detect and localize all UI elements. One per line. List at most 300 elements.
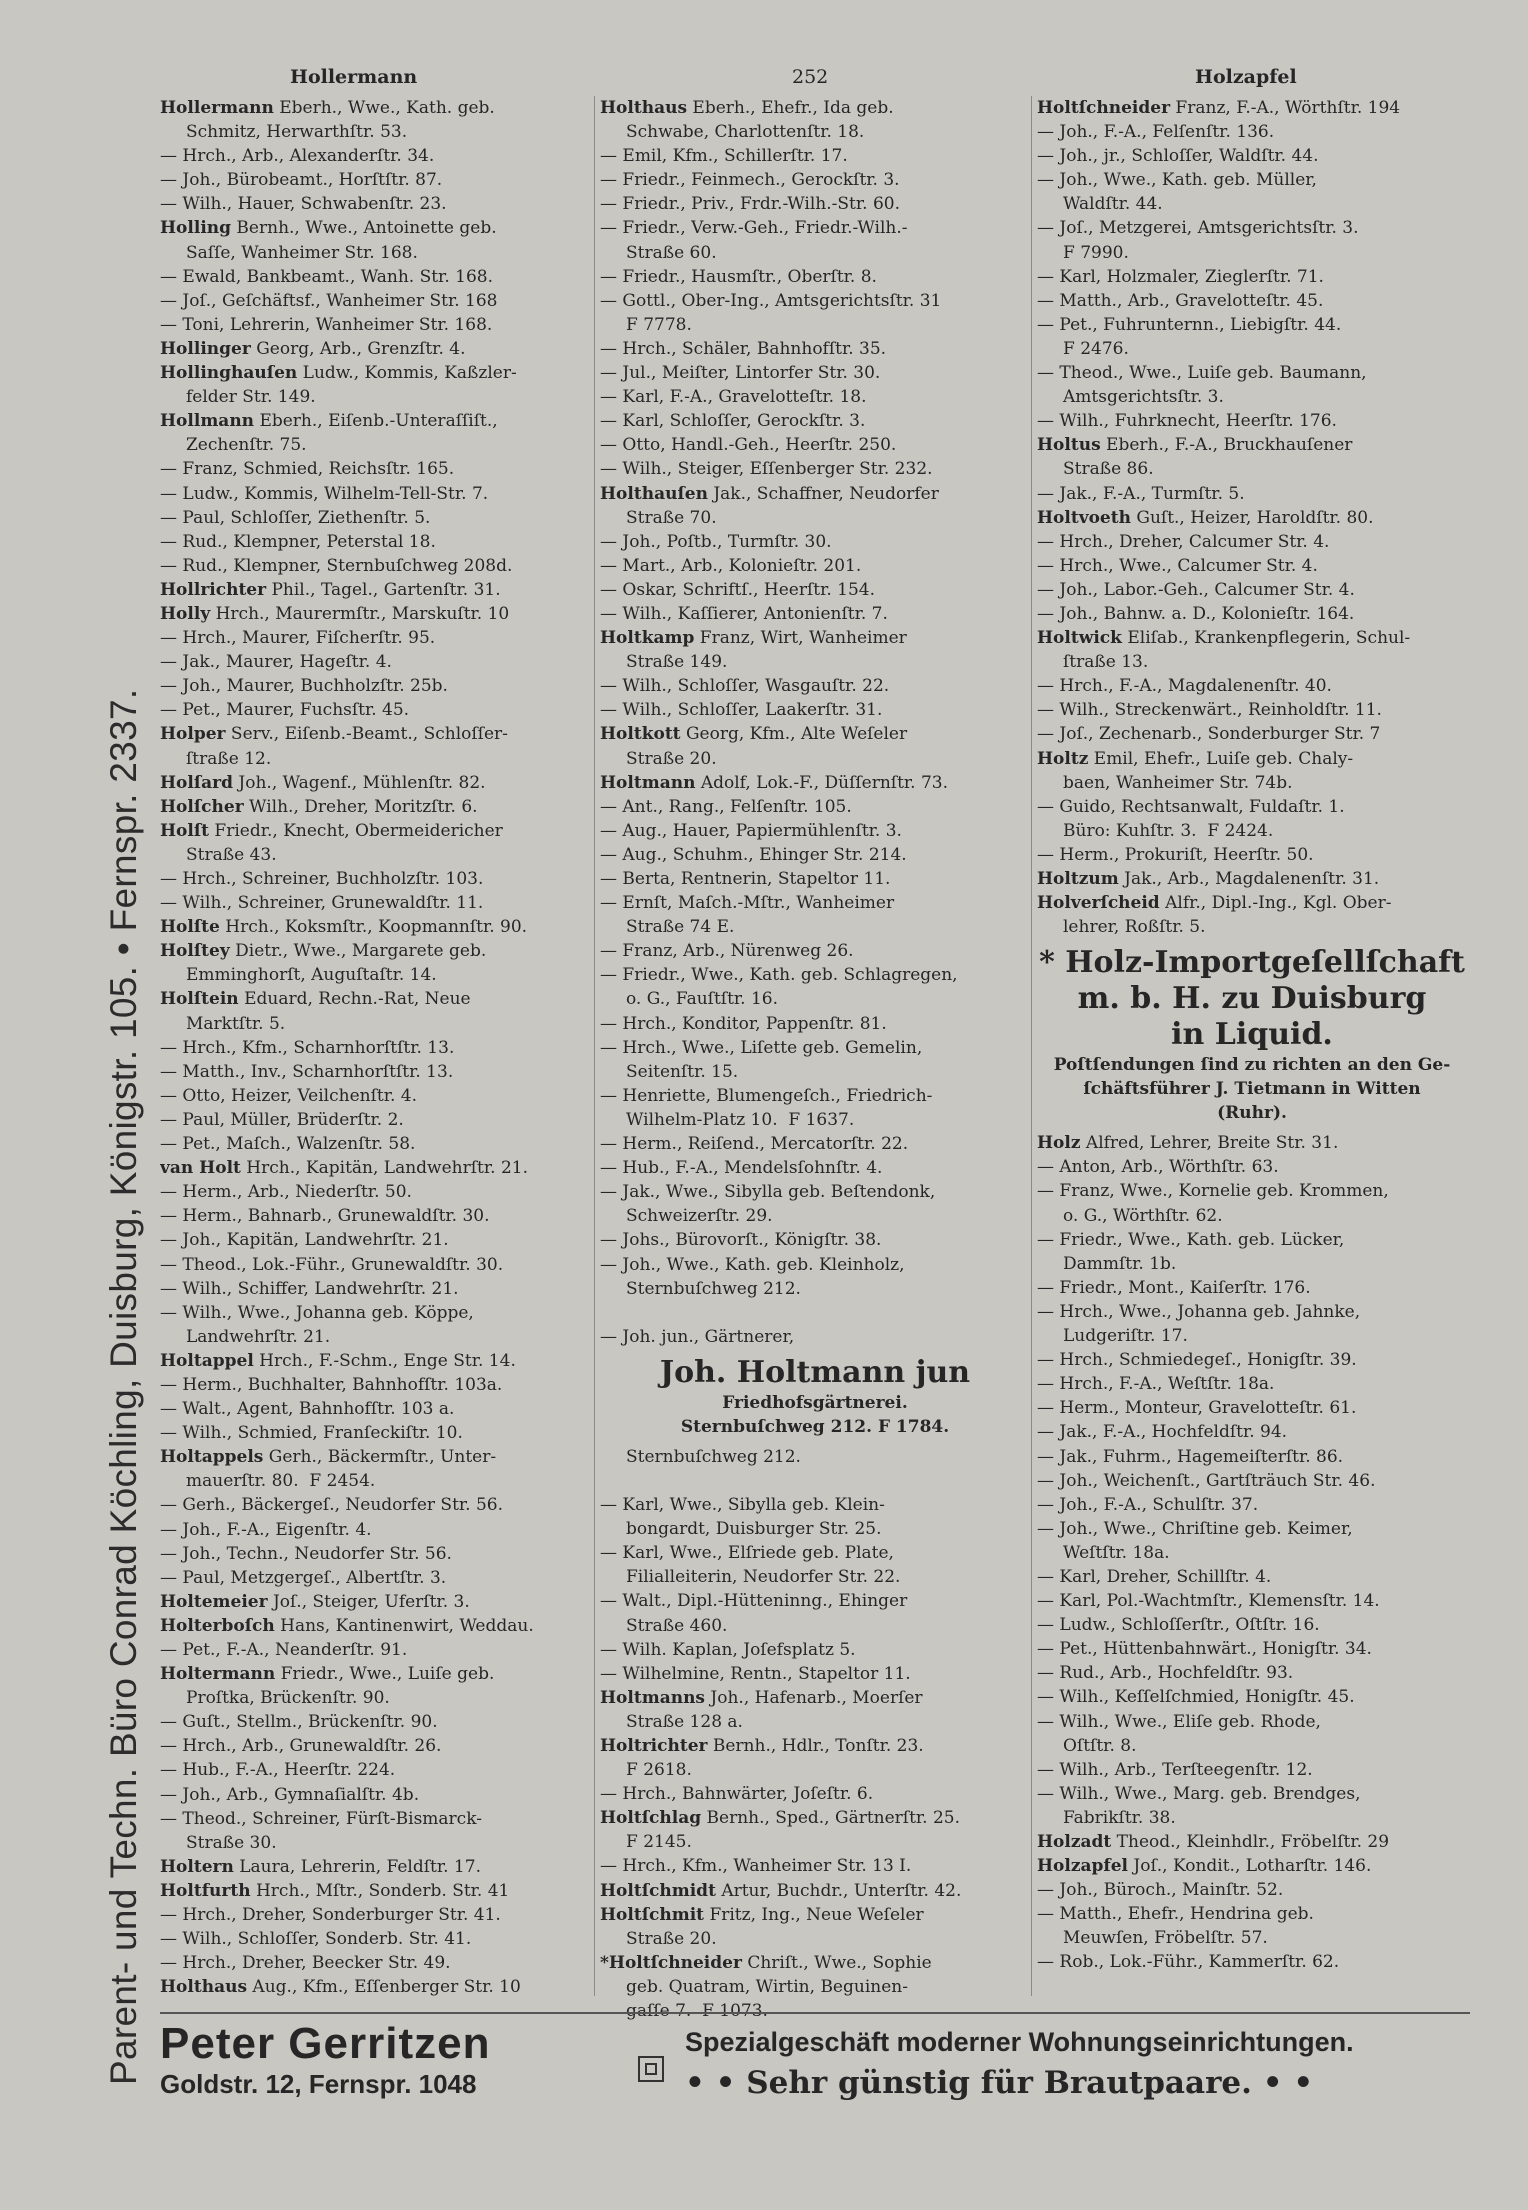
directory-line xyxy=(1037,1493,1467,1517)
directory-line xyxy=(600,1060,1030,1084)
entry-text: o. G., Wörthſtr. 62. xyxy=(1063,1205,1223,1226)
directory-line xyxy=(1037,1469,1467,1493)
directory-line xyxy=(160,650,590,674)
directory-line xyxy=(160,1036,590,1060)
directory-line xyxy=(1037,1300,1467,1324)
entry-text: — Hub., F.-A., Mendelsſohnſtr. 4. xyxy=(600,1158,883,1179)
entry-text: — Joſ., Metzgerei, Amtsgerichtsſtr. 3. xyxy=(1037,218,1359,239)
ad-line-3: in Liquid. xyxy=(1171,1017,1333,1053)
entry-text: — Karl, Dreher, Schillſtr. 4. xyxy=(1037,1566,1272,1587)
directory-line xyxy=(160,843,590,867)
directory-line xyxy=(600,1445,1030,1469)
directory-line xyxy=(160,1397,590,1421)
directory-line xyxy=(160,1204,590,1228)
entry-text: Laura, Lehrerin, Feldſtr. 17. xyxy=(233,1856,481,1877)
directory-line xyxy=(160,1084,590,1108)
entry-text: — Jak., F.-A., Hochfeldſtr. 94. xyxy=(1037,1422,1288,1443)
directory-line xyxy=(600,1830,1030,1854)
directory-line xyxy=(600,987,1030,1011)
directory-line xyxy=(160,1469,590,1493)
directory-line xyxy=(1037,722,1467,746)
entry-text: — Jak., Wwe., Sibylla geb. Beſtendonk, xyxy=(600,1182,936,1203)
entry-text: Straße 149. xyxy=(626,652,728,673)
directory-line xyxy=(160,1012,590,1036)
entry-surname: Holz xyxy=(1037,1133,1081,1154)
entry-surname: Holtermann xyxy=(160,1664,276,1685)
directory-line xyxy=(600,1903,1030,1927)
entry-text: Joh., Wagenf., Mühlenſtr. 82. xyxy=(233,772,486,793)
directory-line xyxy=(600,554,1030,578)
entry-text: Wilhelm-Platz 10. F 1637. xyxy=(626,1109,855,1130)
entry-text: — Hrch., Arb., Alexanderſtr. 34. xyxy=(160,146,435,167)
entry-surname: Holſard xyxy=(160,772,234,793)
directory-line xyxy=(1037,1541,1467,1565)
entry-text: — Hrch., Wwe., Calcumer Str. 4. xyxy=(1037,555,1318,576)
entry-text: — Gottl., Ober-Ing., Amtsgerichtsſtr. 31 xyxy=(600,290,942,311)
entry-text: — Joh., Techn., Neudorfer Str. 56. xyxy=(160,1543,452,1564)
directory-line xyxy=(1037,1878,1467,1902)
directory-line xyxy=(600,433,1030,457)
entry-text: Schmitz, Herwarthſtr. 53. xyxy=(186,122,408,143)
directory-line xyxy=(160,96,590,120)
directory-line xyxy=(600,1662,1030,1686)
directory-line xyxy=(1037,289,1467,313)
entry-text: — Karl, Wwe., Elſriede geb. Plate, xyxy=(600,1543,894,1564)
directory-line xyxy=(600,216,1030,240)
directory-line xyxy=(1037,1565,1467,1589)
directory-line xyxy=(160,698,590,722)
directory-line xyxy=(600,313,1030,337)
entry-text: — Joh., Poſtb., Turmſtr. 30. xyxy=(600,531,832,552)
entry-text: Fabrikſtr. 38. xyxy=(1063,1807,1176,1828)
entry-text: Zechenſtr. 75. xyxy=(186,435,307,456)
directory-line xyxy=(1037,1661,1467,1685)
directory-line xyxy=(1037,1445,1467,1469)
directory-line xyxy=(160,1325,590,1349)
directory-line xyxy=(600,843,1030,867)
entry-text: Eliſab., Krankenpflegerin, Schul- xyxy=(1121,628,1411,649)
directory-line xyxy=(600,1108,1030,1132)
entry-text: — Rud., Klempner, Peterstal 18. xyxy=(160,531,436,552)
entry-text: Sternbuſchweg 212. xyxy=(626,1446,801,1467)
entry-surname: Holtſchmidt xyxy=(600,1880,716,1901)
directory-line xyxy=(600,1132,1030,1156)
directory-line xyxy=(1037,1372,1467,1396)
directory-line xyxy=(1037,819,1467,843)
footer-advertisement xyxy=(160,2012,1470,2109)
column-2 xyxy=(600,96,1030,2023)
entry-text: F 2476. xyxy=(1063,338,1129,359)
entry-text: — Karl, Holzmaler, Zieglerſtr. 71. xyxy=(1037,266,1324,287)
entry-surname: Holtſchneider xyxy=(1037,98,1171,118)
directory-line xyxy=(600,96,1030,120)
entry-text: — Hrch., Dreher, Sonderburger Str. 41. xyxy=(160,1905,501,1926)
ad-line-2: m. b. H. zu Duisburg xyxy=(1077,981,1427,1017)
directory-line xyxy=(600,747,1030,771)
entry-text: Emminghorſt, Auguſtaſtr. 14. xyxy=(186,965,437,986)
directory-line xyxy=(600,409,1030,433)
holtmann-advertisement xyxy=(600,1355,1030,1439)
entry-text: Franz, F.-A., Wörthſtr. 194 xyxy=(1170,98,1401,118)
footer-tagline: Spezialgeschäft moderner Wohnungseinrichtungen. xyxy=(685,2027,1354,2057)
directory-line xyxy=(1037,361,1467,385)
entry-text: — Joh., Arb., Gymnaſialſtr. 4b. xyxy=(160,1784,420,1805)
directory-line xyxy=(600,1301,1030,1325)
directory-line xyxy=(600,361,1030,385)
directory-line xyxy=(160,337,590,361)
entry-text: — Guido, Rechtsanwalt, Fuldaſtr. 1. xyxy=(1037,796,1345,817)
entry-text: — Aug., Hauer, Papiermühlenſtr. 3. xyxy=(600,820,902,841)
entry-text: Chriſt., Wwe., Sophie xyxy=(741,1952,932,1973)
ad-note-3: (Ruhr). xyxy=(1217,1103,1287,1124)
directory-line xyxy=(600,241,1030,265)
entry-text: — Pet., F.-A., Neanderſtr. 91. xyxy=(160,1640,408,1660)
directory-line xyxy=(1037,1155,1467,1179)
directory-line xyxy=(160,1638,590,1662)
entry-surname: Hollinger xyxy=(160,338,251,359)
entry-text: — Joh., jr., Schloſſer, Waldſtr. 44. xyxy=(1037,146,1319,167)
entry-text: — Hrch., F.-A., Weſtſtr. 18a. xyxy=(1037,1374,1275,1395)
entry-text: Alfred, Lehrer, Breite Str. 31. xyxy=(1080,1133,1339,1154)
directory-line xyxy=(160,1807,590,1831)
directory-line xyxy=(600,1686,1030,1710)
entry-text: Eberh., Ehefr., Ida geb. xyxy=(687,98,894,118)
entry-surname: Holper xyxy=(160,724,226,745)
footer-slogan: • • Sehr günstig für Brautpaare. • • xyxy=(685,2065,1314,2101)
entry-text: — Wilh., Fuhrknecht, Heerſtr. 176. xyxy=(1037,411,1337,432)
entry-text: Proſtka, Brückenſtr. 90. xyxy=(186,1688,390,1709)
entry-text: Friedr., Knecht, Obermeidericher xyxy=(209,820,503,841)
entry-text: ſtraße 12. xyxy=(186,748,272,769)
entry-text: — Guſt., Stellm., Brückenſtr. 90. xyxy=(160,1712,438,1733)
entry-text: Saſſe, Wanheimer Str. 168. xyxy=(186,242,418,263)
entry-text: — Hrch., Kfm., Scharnhorſtſtr. 13. xyxy=(160,1037,455,1058)
directory-line xyxy=(1037,1179,1467,1203)
directory-line xyxy=(600,1734,1030,1758)
entry-text: — Mart., Arb., Kolonieſtr. 201. xyxy=(600,555,862,576)
directory-line xyxy=(600,192,1030,216)
directory-line xyxy=(160,1108,590,1132)
directory-line xyxy=(160,1421,590,1445)
directory-line xyxy=(600,1806,1030,1830)
directory-line xyxy=(1037,1348,1467,1372)
entry-text: Hrch., Kapitän, Landwehrſtr. 21. xyxy=(240,1158,528,1179)
directory-line xyxy=(160,168,590,192)
directory-line xyxy=(160,1566,590,1590)
entry-text: — Paul, Müller, Brüderſtr. 2. xyxy=(160,1109,404,1130)
directory-line xyxy=(1037,1276,1467,1300)
directory-line xyxy=(160,1975,590,1999)
entry-text: — Joh., F.-A., Eigenſtr. 4. xyxy=(160,1519,372,1540)
directory-line xyxy=(160,1614,590,1638)
directory-line xyxy=(600,674,1030,698)
directory-line xyxy=(160,1373,590,1397)
directory-line xyxy=(160,554,590,578)
entry-text: gaſſe 7. F 1073. xyxy=(626,2001,768,2022)
entry-text: Joſ., Kondit., Lotharſtr. 146. xyxy=(1128,1856,1372,1877)
column-3-entries-bottom xyxy=(1037,1131,1467,1974)
entry-text: — Wilh., Wwe., Johanna geb. Köppe, xyxy=(160,1302,474,1323)
entry-text: — Wilh., Wwe., Eliſe geb. Rhode, xyxy=(1037,1711,1321,1732)
entry-surname: Holtkott xyxy=(600,724,681,745)
directory-line xyxy=(600,1854,1030,1878)
entry-text: — Herm., Monteur, Gravelotteſtr. 61. xyxy=(1037,1398,1357,1419)
entry-text: — Joh., Labor.-Geh., Calcumer Str. 4. xyxy=(1037,579,1355,600)
directory-line xyxy=(1037,1228,1467,1252)
entry-text: Dietr., Wwe., Margarete geb. xyxy=(229,941,487,962)
directory-line xyxy=(600,795,1030,819)
entry-text: — Ant., Rang., Felſenſtr. 105. xyxy=(600,796,852,817)
entry-text: — Franz, Wwe., Kornelie geb. Krommen, xyxy=(1037,1181,1389,1202)
directory-line xyxy=(1037,650,1467,674)
entry-text: Schwabe, Charlottenſtr. 18. xyxy=(626,122,865,143)
entry-surname: Holſtein xyxy=(160,989,239,1010)
directory-line xyxy=(600,1638,1030,1662)
entry-text: — Jul., Meiſter, Lintorfer Str. 30. xyxy=(600,363,881,384)
entry-surname: Holthaus xyxy=(600,98,688,118)
entry-surname: Hollinghauſen xyxy=(160,363,298,384)
entry-text: — Ludw., Kommis, Wilhelm-Tell-Str. 7. xyxy=(160,483,489,504)
directory-line xyxy=(600,144,1030,168)
column-2-entries-top xyxy=(600,96,1030,1349)
entry-text: — Joh. jun., Gärtnerer, xyxy=(600,1326,795,1347)
directory-line xyxy=(600,578,1030,602)
ad-address: Sternbuſchweg 212. F 1784. xyxy=(680,1416,950,1437)
directory-line xyxy=(1037,867,1467,891)
directory-line xyxy=(600,120,1030,144)
entry-text: — Karl, Wwe., Sibylla geb. Klein- xyxy=(600,1495,885,1516)
entry-text: — Johs., Bürovorſt., Königſtr. 38. xyxy=(600,1230,882,1251)
directory-line xyxy=(160,433,590,457)
directory-line xyxy=(160,987,590,1011)
entry-text: Weſtſtr. 18a. xyxy=(1063,1542,1170,1563)
directory-line xyxy=(600,1565,1030,1589)
entry-text: — Theod., Wwe., Luiſe geb. Baumann, xyxy=(1037,363,1367,384)
directory-line xyxy=(600,1084,1030,1108)
directory-line xyxy=(160,1493,590,1517)
directory-line xyxy=(600,867,1030,891)
entry-text: — Joh., Kapitän, Landwehrſtr. 21. xyxy=(160,1230,449,1251)
entry-surname: Holtus xyxy=(1037,435,1101,456)
holz-import-advertisement xyxy=(1037,945,1467,1125)
entry-text: Alfr., Dipl.-Ing., Kgl. Ober- xyxy=(1159,893,1392,914)
entry-surname: Holthaus xyxy=(160,1977,248,1998)
directory-line xyxy=(600,1277,1030,1301)
entry-text: Theod., Kleinhdlr., Fröbelſtr. 29 xyxy=(1111,1832,1390,1852)
entry-text: — Franz, Schmied, Reichsſtr. 165. xyxy=(160,459,455,480)
entry-text: — Hrch., Arb., Grunewaldſtr. 26. xyxy=(160,1736,442,1757)
directory-line xyxy=(600,1493,1030,1517)
ad-title: Joh. Holtmann jun xyxy=(659,1354,971,1390)
entry-text: — Theod., Lok.-Führ., Grunewaldſtr. 30. xyxy=(160,1254,504,1275)
entry-text: Artur, Buchdr., Unterſtr. 42. xyxy=(715,1880,962,1901)
entry-text: F 2618. xyxy=(626,1760,692,1781)
entry-text: — Wilh., Keſſelſchmied, Honigſtr. 45. xyxy=(1037,1687,1355,1708)
directory-line xyxy=(160,867,590,891)
entry-text: — Hrch., Bahnwärter, Joſeſtr. 6. xyxy=(600,1784,874,1805)
entry-text: Gerh., Bäckermſtr., Unter- xyxy=(263,1447,497,1468)
directory-line xyxy=(600,819,1030,843)
directory-line xyxy=(1037,1517,1467,1541)
entry-text: Aug., Kfm., Eſſenberger Str. 10 xyxy=(247,1977,521,1998)
entry-text: Hrch., Mſtr., Sonderb. Str. 41 xyxy=(250,1880,510,1901)
entry-text: Seitenſtr. 15. xyxy=(626,1061,739,1082)
directory-line xyxy=(1037,482,1467,506)
entry-text: — Pet., Hüttenbahnwärt., Honigſtr. 34. xyxy=(1037,1639,1372,1660)
entry-text: Georg, Kfm., Alte Weſeler xyxy=(680,724,908,745)
directory-line xyxy=(160,1277,590,1301)
entry-text: — Joh., F.-A., Felſenſtr. 136. xyxy=(1037,122,1275,143)
column-divider xyxy=(1031,96,1032,1996)
entry-text: — Aug., Schuhm., Ehinger Str. 214. xyxy=(600,844,907,865)
entry-text: — Franz, Arb., Nürenweg 26. xyxy=(600,941,854,962)
entry-text: Straße 43. xyxy=(186,844,277,865)
entry-text: Jak., Arb., Magdalenenſtr. 31. xyxy=(1118,869,1380,889)
directory-line xyxy=(1037,1710,1467,1734)
entry-text: Filialleiterin, Neudorfer Str. 22. xyxy=(626,1567,901,1588)
directory-line xyxy=(600,698,1030,722)
square-ornament-icon xyxy=(638,2056,664,2082)
entry-surname: Holtſchlag xyxy=(600,1808,702,1829)
entry-text: — Wilh., Hauer, Schwabenſtr. 23. xyxy=(160,194,447,215)
directory-line xyxy=(1037,1854,1467,1878)
directory-line xyxy=(600,650,1030,674)
entry-text: — Hrch., Kfm., Wanheimer Str. 13 I. xyxy=(600,1856,912,1877)
entry-text: Emil, Ehefr., Luiſe geb. Chaly- xyxy=(1088,748,1354,769)
entry-surname: Hollrichter xyxy=(160,579,267,600)
directory-line xyxy=(160,120,590,144)
directory-line xyxy=(160,241,590,265)
entry-text: — Friedr., Feinmech., Gerockſtr. 3. xyxy=(600,170,900,191)
entry-text: — Walt., Agent, Bahnhofſtr. 103 a. xyxy=(160,1399,455,1420)
directory-line xyxy=(1037,1806,1467,1830)
directory-line xyxy=(160,1156,590,1180)
directory-line xyxy=(600,602,1030,626)
entry-surname: Holtſchmit xyxy=(600,1904,705,1925)
entry-text: — Joh., Wwe., Kath. geb. Kleinholz, xyxy=(600,1254,905,1275)
directory-line xyxy=(160,361,590,385)
entry-text: — Herm., Reiſend., Mercatorſtr. 22. xyxy=(600,1134,909,1155)
directory-line xyxy=(600,771,1030,795)
entry-text: — Wilh., Streckenwärt., Reinholdſtr. 11. xyxy=(1037,700,1382,721)
entry-surname: Holtzum xyxy=(1037,869,1119,889)
entry-text: — Wilhelmine, Rentn., Stapeltor 11. xyxy=(600,1663,911,1684)
entry-text: Straße 60. xyxy=(626,242,717,263)
directory-line xyxy=(160,1445,590,1469)
directory-line xyxy=(160,409,590,433)
directory-line xyxy=(160,1734,590,1758)
entry-text: Marktſtr. 5. xyxy=(186,1013,286,1034)
entry-text: — Hrch., Konditor, Pappenſtr. 81. xyxy=(600,1013,887,1034)
entry-surname: Holzadt xyxy=(1037,1832,1112,1852)
entry-surname: Holtappel xyxy=(160,1350,254,1371)
entry-text: — Joh., Wwe., Chriſtine geb. Keimer, xyxy=(1037,1518,1353,1539)
directory-line xyxy=(1037,578,1467,602)
directory-line xyxy=(1037,168,1467,192)
entry-text: — Joſ., Geſchäftsf., Wanheimer Str. 168 xyxy=(160,290,498,311)
entry-text: — Joh., Wwe., Kath. geb. Müller, xyxy=(1037,170,1317,191)
directory-line xyxy=(160,144,590,168)
entry-text: — Herm., Buchhalter, Bahnhofſtr. 103a. xyxy=(160,1374,503,1395)
entry-text: — Emil, Kfm., Schillerſtr. 17. xyxy=(600,146,848,167)
entry-surname: Holtkamp xyxy=(600,628,695,649)
entry-text: — Jak., Maurer, Hageſtr. 4. xyxy=(160,652,392,673)
directory-line xyxy=(160,1228,590,1252)
directory-line xyxy=(1037,144,1467,168)
entry-text: — Wilh., Schloſſer, Laakerſtr. 31. xyxy=(600,700,883,721)
entry-surname: Hollmann xyxy=(160,411,255,432)
entry-surname: Holly xyxy=(160,603,211,624)
directory-line xyxy=(600,1228,1030,1252)
directory-line xyxy=(1037,1589,1467,1613)
directory-line xyxy=(160,1301,590,1325)
directory-line xyxy=(1037,1830,1467,1854)
entry-surname: Hollermann xyxy=(160,98,274,118)
directory-line xyxy=(1037,433,1467,457)
directory-line xyxy=(160,1253,590,1277)
directory-line xyxy=(1037,843,1467,867)
directory-line xyxy=(1037,1396,1467,1420)
entry-surname: Holtrichter xyxy=(600,1736,708,1756)
entry-text: ſtraße 13. xyxy=(1063,652,1149,673)
entry-text: Büro: Kuhſtr. 3. F 2424. xyxy=(1063,820,1274,841)
entry-text: Eberh., Wwe., Kath. geb. xyxy=(273,98,495,118)
entry-text: Joſ., Steiger, Uferſtr. 3. xyxy=(267,1591,470,1612)
directory-line xyxy=(1037,216,1467,240)
directory-line xyxy=(1037,1902,1467,1926)
directory-line xyxy=(600,1036,1030,1060)
directory-line xyxy=(600,1589,1030,1613)
entry-text: — Rob., Lok.-Führ., Kammerſtr. 62. xyxy=(1037,1952,1340,1973)
directory-line xyxy=(1037,192,1467,216)
directory-line xyxy=(1037,506,1467,530)
entry-text: Serv., Eiſenb.-Beamt., Schloſſer- xyxy=(225,724,508,745)
directory-line xyxy=(160,602,590,626)
directory-line xyxy=(160,1060,590,1084)
entry-text: — Pet., Maurer, Fuchsſtr. 45. xyxy=(160,700,410,721)
directory-line xyxy=(600,1879,1030,1903)
directory-line xyxy=(160,1758,590,1782)
directory-line xyxy=(600,626,1030,650)
directory-line xyxy=(160,1951,590,1975)
directory-line xyxy=(600,530,1030,554)
entry-text: F 7990. xyxy=(1063,242,1129,263)
directory-line xyxy=(1037,241,1467,265)
directory-line xyxy=(160,265,590,289)
column-3-entries-top xyxy=(1037,96,1467,939)
entry-text: felder Str. 149. xyxy=(186,387,316,408)
directory-line xyxy=(1037,409,1467,433)
directory-line xyxy=(600,1951,1030,1975)
directory-line xyxy=(1037,313,1467,337)
column-divider xyxy=(594,96,595,1996)
entry-text: Dammſtr. 1b. xyxy=(1063,1253,1177,1274)
directory-line xyxy=(1037,385,1467,409)
directory-line xyxy=(1037,747,1467,771)
entry-text: — Otto, Heizer, Veilchenſtr. 4. xyxy=(160,1085,417,1106)
entry-text: o. G., Fauſtſtr. 16. xyxy=(626,989,779,1010)
entry-text: F 2145. xyxy=(626,1832,692,1853)
directory-line xyxy=(600,482,1030,506)
directory-line xyxy=(1037,915,1467,939)
directory-line xyxy=(1037,96,1467,120)
entry-text: Straße 20. xyxy=(626,748,717,769)
entry-text: — Berta, Rentnerin, Stapeltor 11. xyxy=(600,869,891,889)
directory-line xyxy=(1037,891,1467,915)
entry-text: — Matth., Ehefr., Hendrina geb. xyxy=(1037,1904,1314,1925)
entry-text: — Wilh., Steiger, Eſſenberger Str. 232. xyxy=(600,459,933,480)
entry-text: Sternbuſchweg 212. xyxy=(626,1278,801,1299)
